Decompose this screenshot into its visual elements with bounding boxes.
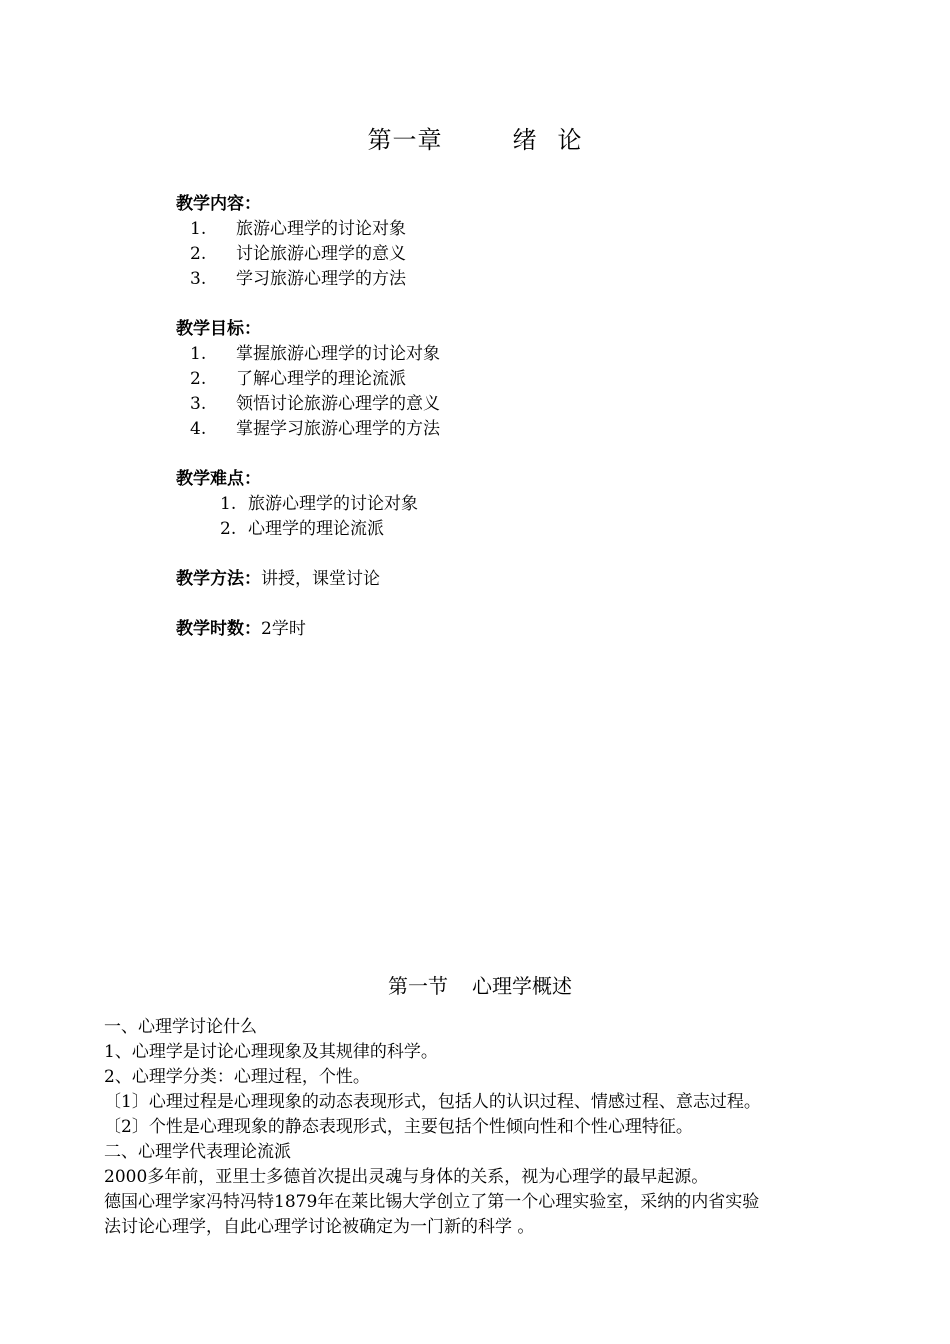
section-number: 第一节 (388, 974, 448, 998)
teaching-content-label: 教学内容： (176, 194, 261, 214)
body-paragraph: 二、心理学代表理论流派 (104, 1142, 291, 1162)
body-paragraph: 〔2〕个性是心理现象的静态表现形式，主要包括个性倾向性和个性心理特征。 (104, 1117, 693, 1137)
teaching-hours (176, 614, 306, 639)
body-paragraph: 法讨论心理学，自此心理学讨论被确定为一门新的科学 。 (104, 1217, 535, 1237)
teaching-method-value: 讲授，课堂讨论 (261, 569, 380, 589)
goal-item: 4. 掌握学习旅游心理学的方法 (190, 419, 440, 439)
teaching-hours-label: 教学时数： (176, 619, 261, 639)
body-paragraph: 一、心理学讨论什么 (104, 1017, 257, 1037)
teaching-hours-value: 2学时 (261, 619, 306, 639)
section-title (0, 970, 950, 999)
goal-item: 2. 了解心理学的理论流派 (190, 369, 406, 389)
content-item: 1. 旅游心理学的讨论对象 (190, 219, 406, 239)
section-name: 心理学概述 (472, 974, 572, 998)
goal-item: 3. 领悟讨论旅游心理学的意义 (190, 394, 440, 414)
teaching-goals-label: 教学目标： (176, 319, 261, 339)
difficulty-item: 2. 心理学的理论流派 (220, 519, 384, 539)
content-item: 3. 学习旅游心理学的方法 (190, 269, 406, 289)
body-paragraph: 2、心理学分类：心理过程，个性。 (104, 1067, 370, 1087)
chapter-title (0, 120, 950, 155)
goal-item: 1. 掌握旅游心理学的讨论对象 (190, 344, 440, 364)
chapter-title-char-1: 绪 (512, 126, 538, 154)
chapter-title-char-2: 论 (557, 126, 583, 154)
teaching-difficulties-label: 教学难点： (176, 469, 261, 489)
body-paragraph: 1、心理学是讨论心理现象及其规律的科学。 (104, 1042, 438, 1062)
body-paragraph: 2000多年前，亚里士多德首次提出灵魂与身体的关系，视为心理学的最早起源。 (104, 1167, 709, 1187)
body-paragraph: 德国心理学家冯特冯特1879年在莱比锡大学创立了第一个心理实验室，采纳的内省实验 (104, 1192, 760, 1212)
body-paragraph: 〔1〕心理过程是心理现象的动态表现形式，包括人的认识过程、情感过程、意志过程。 (104, 1092, 761, 1112)
teaching-method (176, 564, 380, 589)
teaching-method-label: 教学方法： (176, 569, 261, 589)
content-item: 2. 讨论旅游心理学的意义 (190, 244, 406, 264)
difficulty-item: 1. 旅游心理学的讨论对象 (220, 494, 418, 514)
chapter-number: 第一章 (367, 126, 443, 154)
